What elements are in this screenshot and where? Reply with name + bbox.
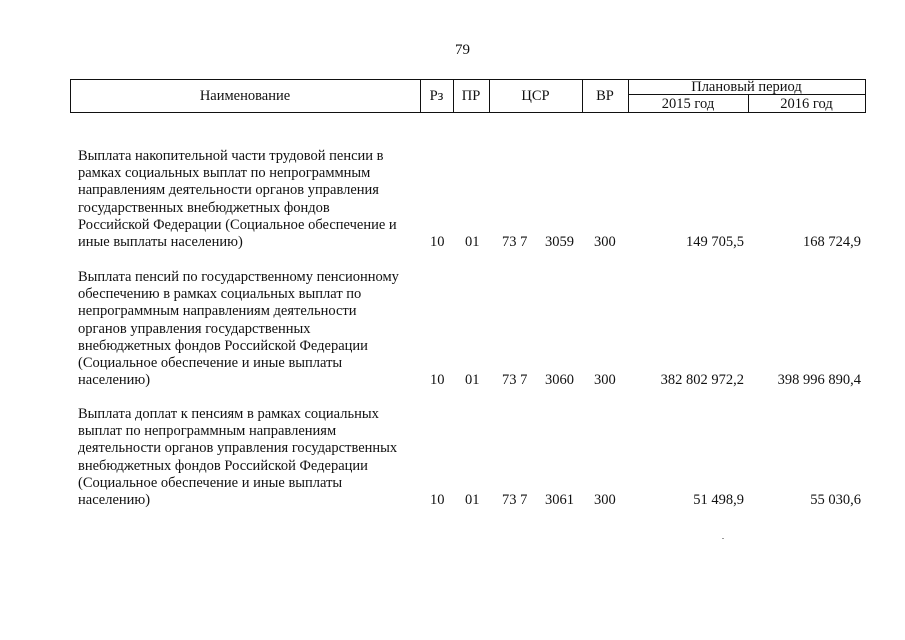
row-rz: 10 xyxy=(430,234,445,250)
header-planned-period: Плановый период xyxy=(691,79,802,95)
row-pr: 01 xyxy=(465,234,480,250)
row-value-2016: 398 996 890,4 xyxy=(777,372,861,388)
header-border-right xyxy=(865,79,866,113)
row-pr: 01 xyxy=(465,372,480,388)
header-vr: ВР xyxy=(596,88,614,104)
row-name: Выплата пенсий по государственному пенсионному обеспечению в рамках социальных выплат по непрограммным направлениям деятельности органов управления государственных внебюджетных фондов Российской Федерации (Социальное обеспечение и иные выплаты населению) xyxy=(78,269,399,389)
row-vr: 300 xyxy=(594,234,616,250)
row-value-2015: 149 705,5 xyxy=(686,234,744,250)
header-bottom-border xyxy=(70,112,866,113)
page-number: 79 xyxy=(455,42,470,58)
row-rz: 10 xyxy=(430,372,445,388)
row-value-2015: 382 802 972,2 xyxy=(660,372,744,388)
row-value-2016: 55 030,6 xyxy=(810,492,861,508)
header-name: Наименование xyxy=(199,88,291,104)
scan-speck xyxy=(722,538,724,539)
header-rz: Рз xyxy=(429,88,444,104)
row-csr-code: 3059 xyxy=(545,234,574,250)
row-rz: 10 xyxy=(430,492,445,508)
row-value-2015: 51 498,9 xyxy=(693,492,744,508)
header-csr: ЦСР xyxy=(521,88,550,104)
row-name: Выплата доплат к пенсиям в рамках социальных выплат по непрограммным направлениям деятельности органов управления государственных внебюджетных фондов Российской Федерации (Социальное обеспечение и иные выплаты населению) xyxy=(78,406,398,509)
row-csr-code: 3060 xyxy=(545,372,574,388)
header-pr: ПР xyxy=(461,88,481,104)
row-vr: 300 xyxy=(594,372,616,388)
row-csr-code: 3061 xyxy=(545,492,574,508)
row-pr: 01 xyxy=(465,492,480,508)
row-csr-prefix: 73 7 xyxy=(502,372,528,388)
header-year-2016: 2016 год xyxy=(780,96,833,112)
row-csr-prefix: 73 7 xyxy=(502,492,528,508)
row-name: Выплата накопительной части трудовой пенсии в рамках социальных выплат по непрограммным направлениям деятельности органов управления государственных внебюджетных фондов Российской Федерации (Социальное обеспечение и иные выплаты населению) xyxy=(78,148,397,251)
header-year-2015: 2015 год xyxy=(661,96,715,112)
row-value-2016: 168 724,9 xyxy=(803,234,861,250)
row-csr-prefix: 73 7 xyxy=(502,234,528,250)
row-vr: 300 xyxy=(594,492,616,508)
